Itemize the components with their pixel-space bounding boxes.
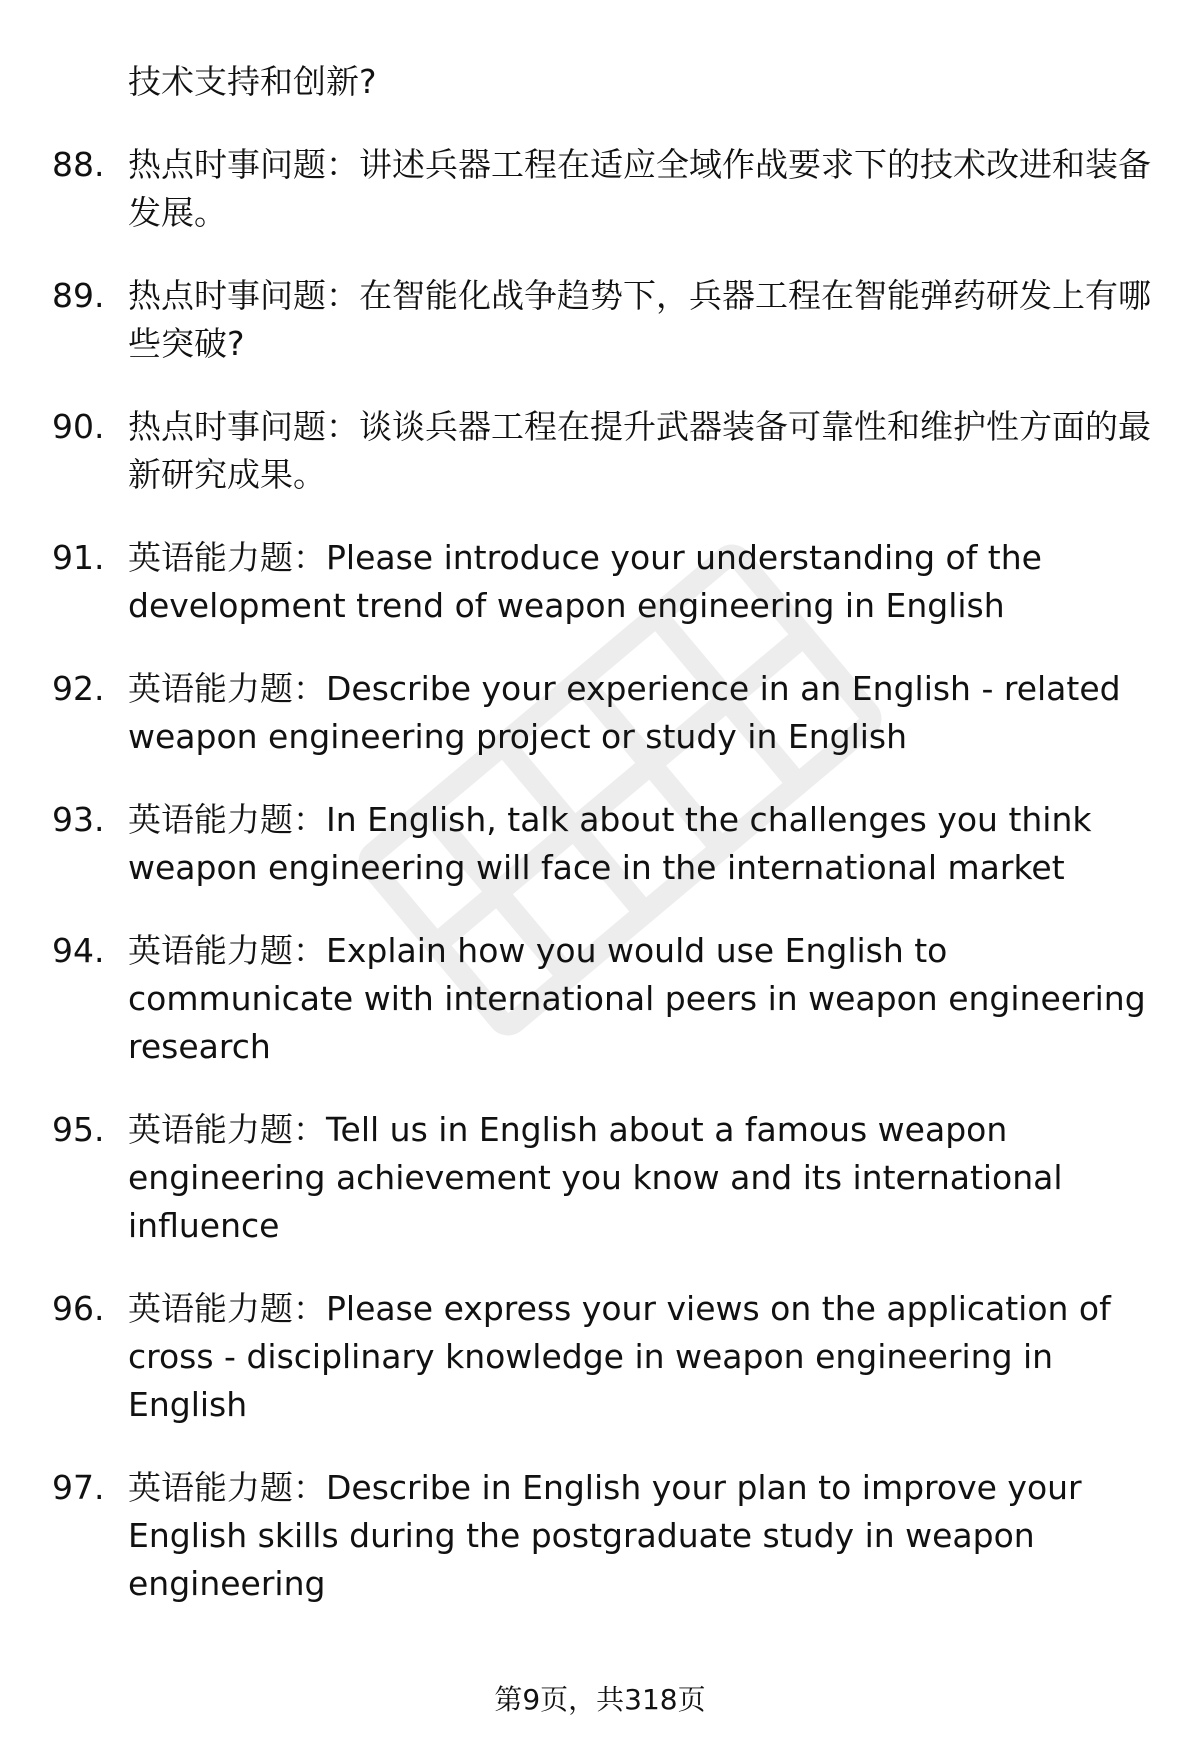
question-text: 热点时事问题：在智能化战争趋势下，兵器工程在智能弹药研发上有哪些突破? — [128, 276, 1151, 363]
question-number: 89. — [52, 276, 105, 315]
question-number: 95. — [52, 1110, 105, 1149]
question-item — [52, 272, 1162, 368]
question-number: 90. — [52, 407, 105, 446]
question-item — [52, 403, 1162, 499]
question-item — [52, 534, 1162, 630]
question-item — [52, 1464, 1162, 1608]
question-text: 热点时事问题：讲述兵器工程在适应全域作战要求下的技术改进和装备发展。 — [128, 145, 1151, 232]
question-item — [52, 1285, 1162, 1429]
question-item — [52, 141, 1162, 237]
question-text: 英语能力题：In English, talk about the challenges you think weapon engineering will face in the international market — [128, 800, 1092, 887]
question-item — [52, 665, 1162, 761]
question-number: 93. — [52, 800, 105, 839]
question-number: 92. — [52, 669, 105, 708]
question-number: 94. — [52, 931, 105, 970]
question-text: 英语能力题：Tell us in English about a famous weapon engineering achievement you know and its international influence — [128, 1110, 1063, 1245]
question-number: 91. — [52, 538, 105, 577]
question-item — [52, 1106, 1162, 1250]
question-number: 96. — [52, 1289, 105, 1328]
question-text: 英语能力题：Describe in English your plan to improve your English skills during the postgraduate study in weapon engineering — [128, 1468, 1082, 1603]
question-text: 英语能力题：Explain how you would use English to communicate with international peers in weapon engineering research — [128, 931, 1146, 1066]
question-number: 97. — [52, 1468, 105, 1507]
question-text: 英语能力题：Please express your views on the application of cross - disciplinary knowledge in weapon engineering in English — [128, 1289, 1111, 1424]
question-item — [52, 927, 1162, 1071]
page-footer: 第9页，共318页 — [494, 1683, 706, 1716]
question-text: 英语能力题：Please introduce your understanding of the development trend of weapon engineering in English — [128, 538, 1042, 625]
question-list — [52, 58, 1162, 1643]
question-text: 热点时事问题：谈谈兵器工程在提升武器装备可靠性和维护性方面的最新研究成果。 — [128, 407, 1151, 494]
question-text: 英语能力题：Describe your experience in an English - related weapon engineering project or study in English — [128, 669, 1121, 756]
question-number: 88. — [52, 145, 105, 184]
continued-text: 技术支持和创新? — [128, 62, 377, 101]
question-item — [52, 796, 1162, 892]
